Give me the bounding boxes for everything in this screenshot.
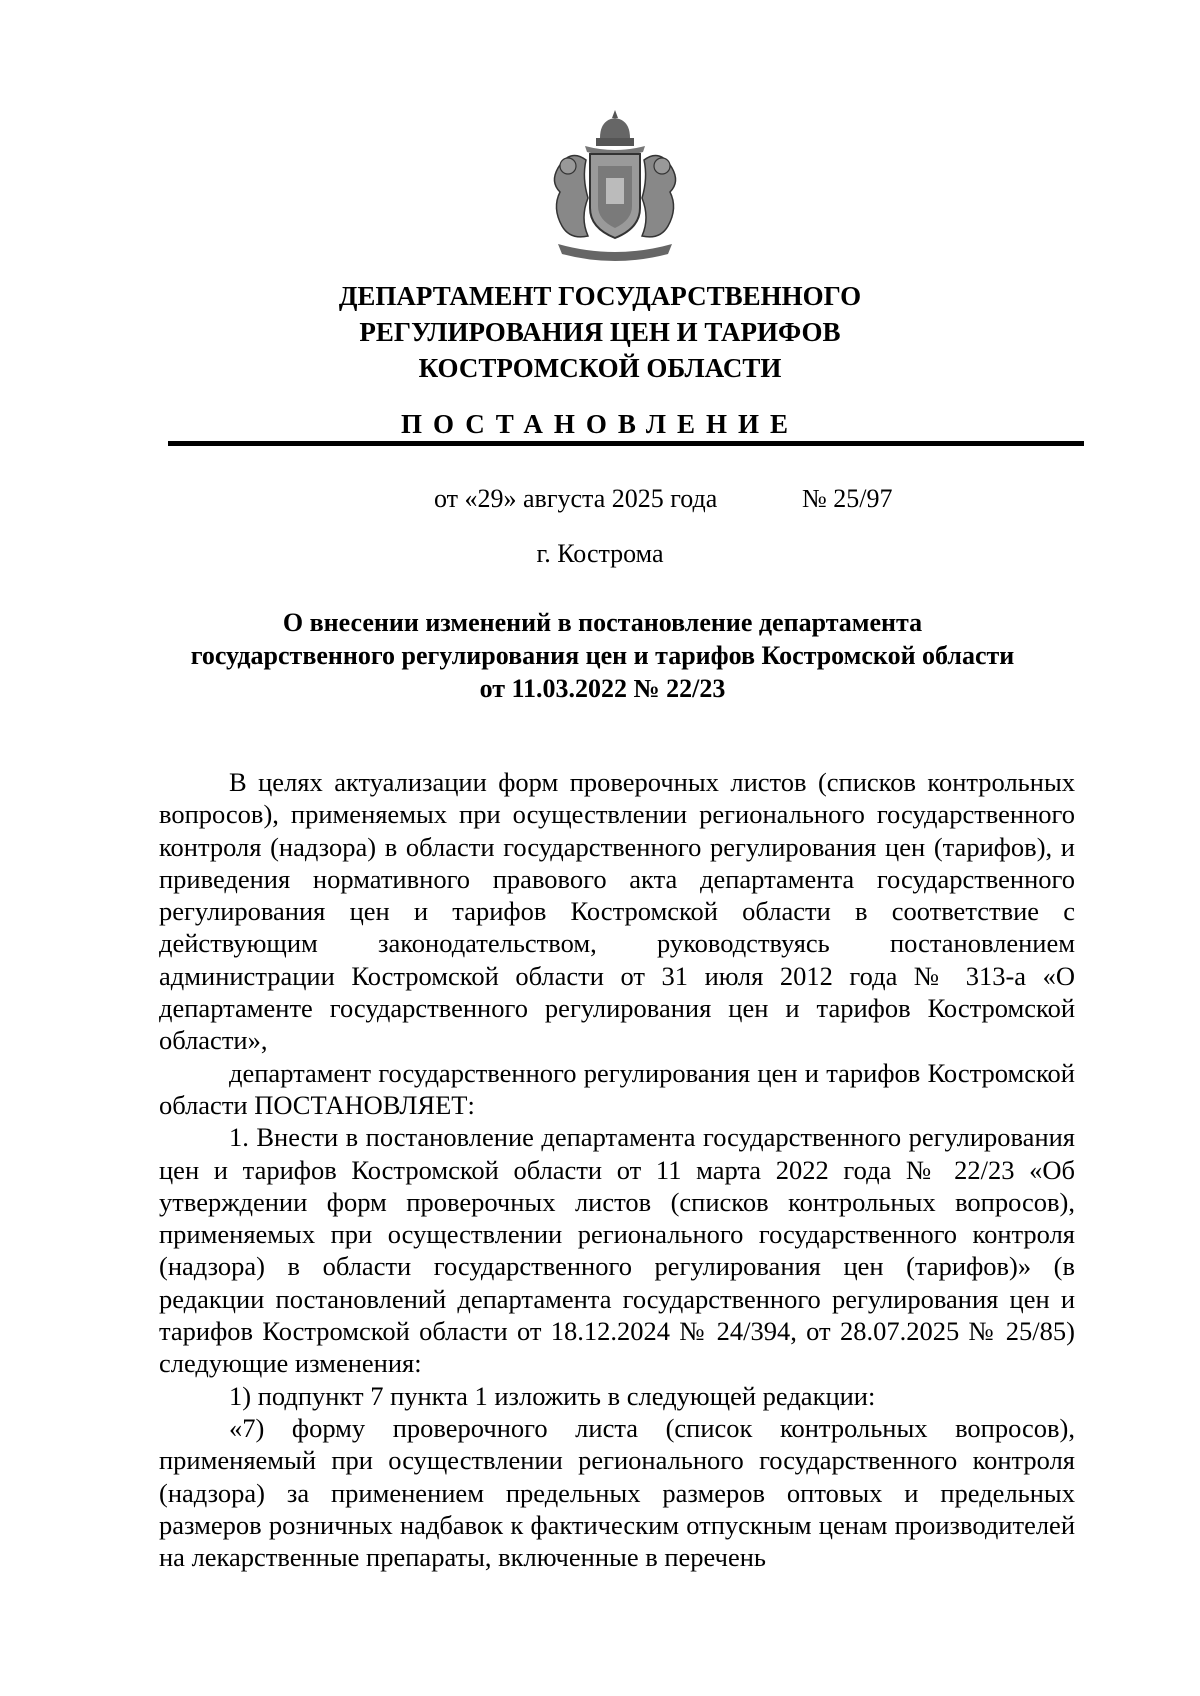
body-paragraph-preamble: В целях актуализации форм проверочных листов (списков контрольных вопросов), применяемых при осуществлении регионального государственного контроля (надзора) в области государственного регулирования цен (тарифов), и приведения нормативного правового акта департамента государственного регулирования цен и тарифов Костромской области в соответствие с действующим законодательством, руководствуясь постановлением администрации Костромской области от 31 июля 2012 года № 313-а «О департаменте государственного регулирования цен и тарифов Костромской области», [159, 767, 1075, 1056]
body-paragraph-resolves: департамент государственного регулирования цен и тарифов Костромской области ПОСТАНОВЛЯЕТ: [159, 1057, 1075, 1120]
document-body [159, 766, 1075, 1573]
department-line-3: КОСТРОМСКОЙ ОБЛАСТИ [418, 353, 782, 383]
body-paragraph-subitem-1: 1) подпункт 7 пункта 1 изложить в следующей редакции: [229, 1380, 876, 1411]
header-divider [168, 441, 1084, 446]
department-name [150, 278, 1050, 386]
subject-line-2: государственного регулирования цен и тарифов Костромской области [190, 641, 1015, 670]
document-city: г. Кострома [536, 539, 664, 568]
document-subject [130, 606, 1075, 705]
document-number: № 25/97 [802, 484, 893, 513]
department-line-2: РЕГУЛИРОВАНИЯ ЦЕН И ТАРИФОВ [359, 317, 841, 347]
department-line-1: ДЕПАРТАМЕНТ ГОСУДАРСТВЕННОГО [338, 281, 862, 311]
body-paragraph-item-1: 1. Внести в постановление департамента государственного регулирования цен и тарифов Костромской области от 11 марта 2022 года № 22/23 «Об утверждении форм проверочных листов (списков контрольных вопросов), применяемых при осуществлении регионального государственного контроля (надзора) в области государственного регулирования цен (тарифов)» (в редакции постановлений департамента государственного регулирования цен и тарифов Костромской области от 18.12.2024 № 24/394, от 28.07.2025 № 25/85) следующие изменения: [159, 1122, 1075, 1379]
coat-of-arms-icon [540, 108, 690, 268]
subject-line-3: от 11.03.2022 № 22/23 [479, 674, 726, 703]
subject-line-1: О внесении изменений в постановление департамента [282, 608, 923, 637]
body-paragraph-quoted-7: «7) форму проверочного листа (список контрольных вопросов), применяемый при осуществлении регионального государственного контроля (надзора) за применением предельных размеров оптовых и предельных размеров розничных надбавок к фактическим отпускным ценам производителей на лекарственные препараты, включенные в перечень [159, 1412, 1075, 1573]
document-date: от «29» августа 2025 года [434, 484, 718, 513]
document-type: ПОСТАНОВЛЕНИЕ [400, 409, 800, 439]
